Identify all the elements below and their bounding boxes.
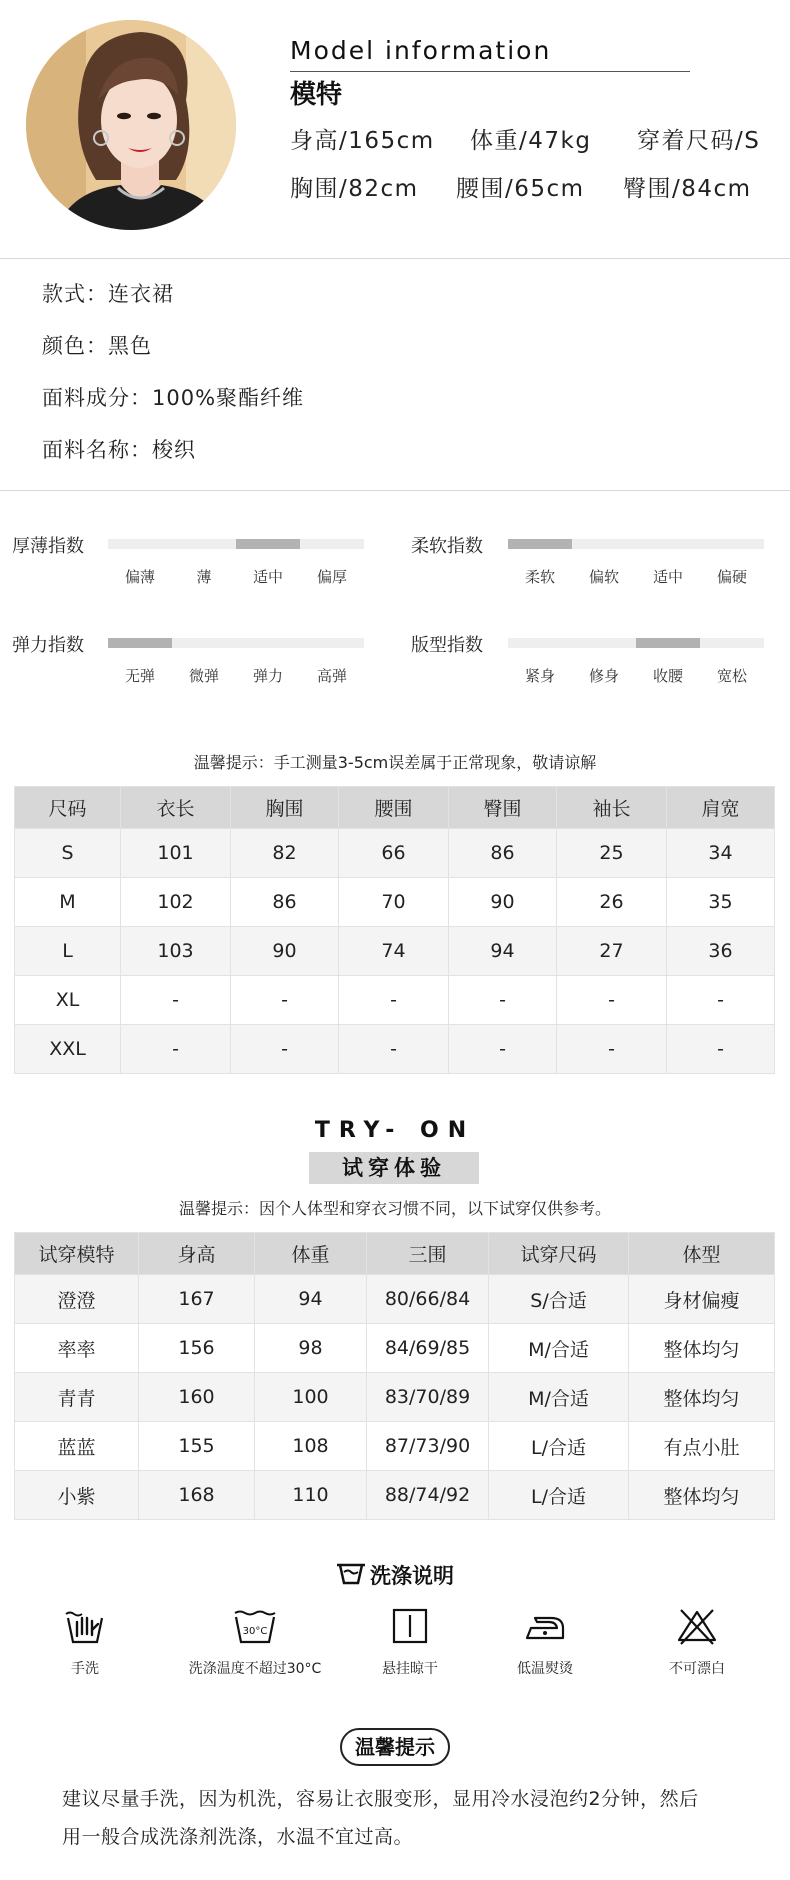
table-cell: 25 [557,829,667,878]
index-bar-elasticity [108,638,364,648]
wash-label: 手洗 [71,1661,99,1677]
table-header-cell: 试穿模特 [15,1233,139,1275]
table-cell: 98 [255,1324,367,1373]
table-cell: XL [15,976,121,1025]
attr-fabric-name: 面料名称：梭织 [42,438,196,462]
index-option: 柔软 [524,568,555,586]
wash-label: 不可漂白 [669,1661,725,1677]
table-cell: - [231,1025,339,1074]
table-header-cell: 体重 [255,1233,367,1275]
table-cell: L [15,927,121,976]
table-cell: 青青 [15,1373,139,1422]
wash-label: 低温熨烫 [517,1661,573,1677]
table-row [15,1275,775,1324]
table-cell: 83/70/89 [367,1373,489,1422]
model-title-underline [290,71,690,72]
index-option: 适中 [652,568,683,586]
index-option: 偏软 [588,568,619,586]
table-cell: 87/73/90 [367,1422,489,1471]
table-cell: 34 [667,829,775,878]
table-cell: 167 [139,1275,255,1324]
table-cell: 整体均匀 [629,1373,775,1422]
table-cell: 108 [255,1422,367,1471]
index-bar-softness [508,539,764,549]
size-table [14,786,775,1074]
model-photo-illustration [26,20,236,230]
model-bust: 胸围/82cm [290,176,419,202]
table-cell: - [557,976,667,1025]
index-label-thickness: 厚薄指数 [12,536,84,557]
index-bar-fit [508,638,764,648]
table-header-cell: 尺码 [15,787,121,829]
table-header-cell: 袖长 [557,787,667,829]
table-cell: 94 [255,1275,367,1324]
tryon-note: 温馨提示：因个人体型和穿衣习惯不同，以下试穿仅供参考。 [178,1199,611,1218]
table-header-cell: 体型 [629,1233,775,1275]
table-cell: 蓝蓝 [15,1422,139,1471]
index-selected-segment [636,638,700,648]
section-divider [0,490,790,491]
model-weight: 体重/47kg [470,128,592,154]
table-header-cell: 身高 [139,1233,255,1275]
model-size: 穿着尺码/S [637,128,761,154]
hand-wash-icon [64,1606,106,1646]
table-cell: 110 [255,1471,367,1520]
index-option: 修身 [588,667,619,685]
table-cell: 整体均匀 [629,1324,775,1373]
table-cell: - [449,1025,557,1074]
table-cell: 率率 [15,1324,139,1373]
table-cell: 整体均匀 [629,1471,775,1520]
attr-fabric: 面料成分：100%聚酯纤维 [42,386,305,410]
table-header-cell: 试穿尺码 [489,1233,629,1275]
hang-dry-icon [390,1606,430,1646]
index-option: 偏薄 [124,568,155,586]
index-option: 宽松 [716,667,747,685]
table-cell: M/合适 [489,1324,629,1373]
table-cell: 27 [557,927,667,976]
table-cell: M/合适 [489,1373,629,1422]
table-cell: - [667,1025,775,1074]
table-cell: 86 [449,829,557,878]
table-cell: 84/69/85 [367,1324,489,1373]
table-header-cell: 肩宽 [667,787,775,829]
model-name: 模特 [290,80,343,110]
table-cell: 36 [667,927,775,976]
index-option: 收腰 [652,667,683,685]
table-cell: - [667,976,775,1025]
basin-icon [336,1562,366,1586]
size-note: 温馨提示：手工测量3-5cm误差属于正常现象，敬请谅解 [193,753,597,772]
index-option: 紧身 [524,667,555,685]
index-label-elasticity: 弹力指数 [12,635,84,656]
table-cell: 90 [231,927,339,976]
table-cell: 35 [667,878,775,927]
index-option: 适中 [252,568,283,586]
tryon-title-cn: 试穿体验 [309,1152,479,1184]
index-option: 偏厚 [316,568,347,586]
wash-label: 悬挂晾干 [382,1661,438,1677]
table-cell: - [557,1025,667,1074]
tips-text [62,1780,742,1856]
table-cell: 有点小肚 [629,1422,775,1471]
index-option: 薄 [196,568,212,586]
table-cell: 101 [121,829,231,878]
table-header-cell: 臀围 [449,787,557,829]
attr-style: 款式：连衣裙 [42,282,174,306]
index-option: 弹力 [252,667,283,685]
model-info-title: Model information [290,36,552,65]
table-row [15,1373,775,1422]
index-selected-segment [108,638,172,648]
table-cell: 86 [231,878,339,927]
tryon-table-header [15,1233,775,1275]
table-cell: 74 [339,927,449,976]
table-row [15,878,775,927]
model-waist: 腰围/65cm [456,176,585,202]
table-cell: 82 [231,829,339,878]
table-header-cell: 腰围 [339,787,449,829]
no-bleach-icon [675,1606,719,1646]
table-cell: 26 [557,878,667,927]
wash-item-iron [460,1606,630,1678]
table-cell: 80/66/84 [367,1275,489,1324]
table-row [15,829,775,878]
table-cell: 小紫 [15,1471,139,1520]
table-cell: L/合适 [489,1471,629,1520]
table-cell: - [231,976,339,1025]
table-row [15,927,775,976]
table-cell: 身材偏瘦 [629,1275,775,1324]
model-avatar [26,20,236,230]
table-cell: M [15,878,121,927]
table-row [15,1422,775,1471]
table-cell: 168 [139,1471,255,1520]
table-row [15,1471,775,1520]
table-cell: XXL [15,1025,121,1074]
table-cell: 94 [449,927,557,976]
table-cell: 103 [121,927,231,976]
wash-temp-value: 30°C [242,1626,268,1637]
index-option: 偏硬 [716,568,747,586]
wash-title-text: 洗涤说明 [370,1564,454,1588]
table-row [15,976,775,1025]
table-cell: - [449,976,557,1025]
index-selected-segment [236,539,300,549]
table-row [15,1025,775,1074]
table-cell: 澄澄 [15,1275,139,1324]
wash-section-title [0,1560,790,1590]
table-cell: 70 [339,878,449,927]
table-cell: 155 [139,1422,255,1471]
table-cell: 100 [255,1373,367,1422]
table-cell: 156 [139,1324,255,1373]
tips-line: 建议尽量手洗，因为机洗，容易让衣服变形，显用冷水浸泡约2分钟，然后 [62,1788,699,1810]
table-cell: S/合适 [489,1275,629,1324]
table-header-cell: 胸围 [231,787,339,829]
tips-line: 用一般合成洗涤剂洗涤，水温不宜过高。 [62,1826,414,1848]
table-cell: S [15,829,121,878]
index-option: 无弹 [124,667,155,685]
table-cell: L/合适 [489,1422,629,1471]
model-height: 身高/165cm [290,128,435,154]
index-label-softness: 柔软指数 [411,536,483,557]
table-cell: - [339,976,449,1025]
tryon-title-en: TRY- ON [314,1118,476,1143]
section-divider [0,258,790,259]
table-cell: 102 [121,878,231,927]
table-row [15,1324,775,1373]
tips-title: 温馨提示 [340,1728,450,1766]
table-cell: - [339,1025,449,1074]
model-hip: 臀围/84cm [623,176,752,202]
index-option: 高弹 [316,667,347,685]
size-table-header [15,787,775,829]
table-header-cell: 三围 [367,1233,489,1275]
model-info-section [0,0,790,258]
wash-label: 洗涤温度不超过30°C [188,1661,322,1677]
table-cell: - [121,976,231,1025]
index-bar-thickness [108,539,364,549]
wash-item-hand [0,1606,170,1678]
table-header-cell: 衣长 [121,787,231,829]
table-cell: 88/74/92 [367,1471,489,1520]
index-label-fit: 版型指数 [411,635,483,656]
table-cell: - [121,1025,231,1074]
attr-color: 颜色：黑色 [42,334,152,358]
table-cell: 66 [339,829,449,878]
index-selected-segment [508,539,572,549]
table-cell: 160 [139,1373,255,1422]
table-cell: 90 [449,878,557,927]
wash-temp-icon [233,1606,277,1646]
index-option: 微弹 [188,667,219,685]
tryon-table [14,1232,775,1520]
low-iron-icon [523,1606,567,1646]
wash-item-bleach [612,1606,782,1678]
